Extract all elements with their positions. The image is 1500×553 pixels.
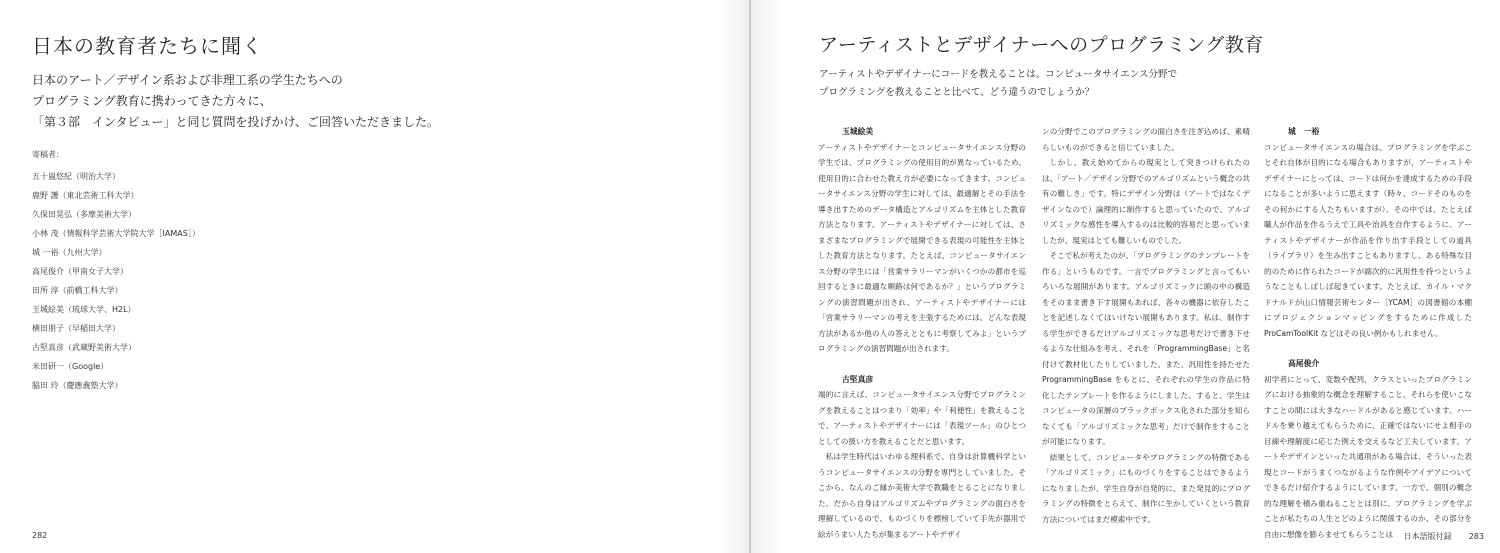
answer-paragraph: 結果として、コンピュータやプログラミングの特徴である「アルゴリズミック」にものづくりをすることはできるようになりましたが、学生自身が自発的に、また発見的にプログラミングの特徴をとらえて、制作に生かしていくという教育方法についてはまだ模索中です。 (1042, 452, 1250, 524)
answer-paragraph: コンピュータサイエンスの場合は、プログラミングを学ぶことそれ自体が目的になる場合もありますが、アーティストやデザイナーにとっては、コードは何かを達成するための手段になることが多いように思えます（時々、コードそのものをその何かにする人たちもいますが）。その中では、たとえば職人が作品を作るうえで工具や治具を自作するように、アーティストやデザイナーが作品を作り出す手段としての道具（ライブラリ）を生み出すこともありますし、ある特殊な目的のために作られたコードが副次的に汎用性を持つというようなこともしばしば起きています。たとえば、カイル・マクドナルドが山口情報芸術センター［YCAM］の図書館の本棚にプロジェクションマッピングをするために作成した ProCamToolKit などはその良い例かもしれません。 (1264, 142, 1472, 338)
right-page (751, 0, 1500, 553)
respondent-name: 古堅真彦 (842, 374, 874, 384)
contributor-item: 脇田 玲（慶應義塾大学） (32, 381, 123, 390)
intro-line: 「第３部 インタビュー」と同じ質問を投げかけ、ご回答いただきました。 (32, 115, 440, 129)
page-number: 283 (1468, 532, 1484, 541)
text-column-2 (1042, 124, 1250, 527)
lead-line: アーティストやデザイナーにコードを教えることは、コンピュータサイエンス分野で (819, 69, 1177, 80)
footer-label: 日本語版付録 (1403, 532, 1452, 541)
intro-line: 日本のアート／デザイン系および非理工系の学生たちへの (32, 73, 343, 87)
page-title: 日本の教育者たちに聞く (32, 34, 263, 58)
contributor-item: 城 一裕（九州大学） (32, 248, 107, 257)
answer-paragraph: 初学者にとって、変数や配列、クラスといったプログラミングにおける抽象的な概念を理解すること、それらを使いこなすことの間には大きなハードルがあると感じています。ハードルを乗り越えてもらうために、正確ではないにせよ相手の目線や理解度に応じた例えを交えるなど工夫しています。アートやデザインといった共通項がある場合は、そういった表現とコードがうまくつながるような作例やアイデアについてできるだけ紹介するようにしています。一方で、個別の概念的な理解を積み重ねることとは別に、プログラミングを学ぶことが私たちの人生とどのように関係するのか、その部分を自由に想像を膨らませてもらうことは (1264, 374, 1472, 539)
answer-paragraph: しかし、教え始めてからの現実として突きつけられたのは、「アート／デザイン分野でのアルゴリズムという概念の共有の難しさ」です。特にデザイン分野は（アートではなくデザインなので）論理的に制作すると思っていたので、アルゴリズミックな感性を導入するのは比較的容易だと思っていましたが、現実はとても難しいものでした。 (1042, 158, 1250, 245)
contributor-item: 五十嵐悠紀（明治大学） (32, 172, 120, 181)
contributor-item: 古堅真彦（武蔵野美術大学） (32, 343, 136, 352)
answer-paragraph: ンの分野でこのプログラミングの面白さを注ぎ込めば、素晴らしいものができると信じていました。 (1042, 127, 1250, 152)
text-column-3 (1264, 124, 1472, 542)
lead-line: プログラミングを教えることと比べて、どう違うのでしょうか？ (819, 87, 1095, 98)
page-title: アーティストとデザイナーへのプログラミング教育 (819, 34, 1264, 56)
intro-text (32, 70, 472, 133)
contributor-item: 玉城絵美（琉球大学、H2L） (32, 305, 136, 314)
contributor-item: 米田研一（Google） (32, 362, 109, 371)
intro-line: プログラミング教育に携わってきた方々に、 (32, 94, 272, 108)
page-number: 282 (32, 531, 48, 540)
respondent-name: 城 一裕 (1288, 127, 1320, 136)
answer-paragraph: 端的に言えば、コンピュータサイエンス分野でプログラミングを教えることはつまり「効率」や「利便性」を教えることで、アーティストやデザイナーには「表現ツール」のひとつとしての扱い方を教えることだと思います。 (818, 390, 1026, 446)
lead-question (819, 66, 1299, 102)
text-column-1 (818, 124, 1026, 542)
contributor-item: 高尾俊介（甲南女子大学） (32, 267, 128, 276)
contributor-item: 久保田晃弘（多摩美術大学） (32, 210, 136, 219)
contributor-item: 田所 淳（前橋工科大学） (32, 286, 123, 295)
respondent-name: 玉城絵美 (842, 127, 874, 136)
left-page (0, 0, 749, 553)
answer-paragraph: アーティストやデザイナーとコンピュータサイエンス分野の学生では、プログラミングの使用目的が異なっているため、使用目的に合わせた教え方が必要になってきます。コンピュータサイエンス分野の学生に対しては、最適解とその手法を導き出すためのデータ構造とアルゴリズムを主体とした教育方法となります。アーティストやデザイナーに対しては、さまざまなプログラミングで展開できる表現の可能性を主体とした教育方法となります。たとえば、コンピュータサイエンス分野の学生には「営業サラリーマンがいくつかの都市を巡回するときに最適な順路は何であるか？」というプログラミングの演習問題が出され、アーティストやデザイナーには「営業サラリーマンの考えを主張するためには、どんな表現方法があるか他の人の答えとともに考察してみよ」というプログラミングの演習問題が出されます。 (818, 142, 1026, 353)
contributors-label: 寄稿者： (32, 150, 64, 159)
contributor-item: 鹿野 護（東北芸術工科大学） (32, 191, 139, 200)
contributor-item: 小林 茂（情報科学芸術大学院大学［IAMAS］） (32, 229, 200, 238)
answer-paragraph: そこで私が考えたのが、「プログラミングのテンプレートを作る」というものです。一言でプログラミングと言ってもいろいろな展開があります。アルゴリズミックに頭の中の構造をそのまま書き下す展開もあれば、各々の機器に依存したことを記述しなくてはいけない展開もあります。私は、制作する学生ができるだけアルゴリズミックな思考だけで書き下せるような仕組みを考え、それを「ProgrammingBase」と名付けて教材化したりしていました。また、汎用性を持たせた ProgrammingBase をもとに、それぞれの学生の作品に特化したテンプレートを作るようにしました。すると、学生はコンピュータの深層のブラックボックス化された部分を知らなくても「アルゴリズミックな思考」だけで制作をすることが可能になります。 (1042, 251, 1250, 446)
answer-paragraph: 私は学生時代はいわゆる理科系で、自身は計算機科学というコンピュータサイエンスの分野を専門としていました。そこから、なんのご縁か美術大学で教職をとることになりました。だから自身はアルゴリズムやプログラミングの面白さを理解しているので、ものづくりを標榜していて手先が器用で絵がうまい人たちが集まるアートやデザイ (818, 452, 1026, 539)
contributor-item: 横田朋子（早稲田大学） (32, 324, 120, 333)
page-footer (1404, 531, 1484, 542)
respondent-name: 高尾俊介 (1288, 359, 1320, 368)
contributors-list (32, 167, 200, 395)
